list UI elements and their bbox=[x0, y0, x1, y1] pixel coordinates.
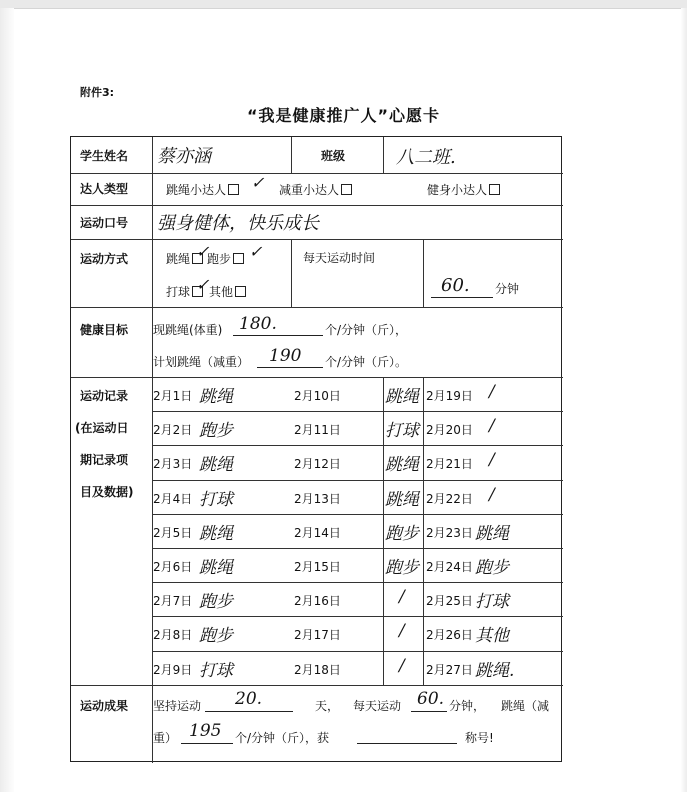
record-row-divider bbox=[152, 514, 563, 515]
checkbox-icon bbox=[341, 184, 352, 195]
result-weight-text: 重） bbox=[153, 731, 178, 745]
record-row-divider bbox=[152, 411, 563, 412]
type-option-weight-text: 减重小达人 bbox=[279, 183, 340, 197]
record-entry: 打球 bbox=[475, 592, 509, 613]
checkbox-icon bbox=[489, 184, 500, 195]
cell-divider bbox=[291, 239, 292, 307]
blank-underline bbox=[181, 743, 233, 744]
record-date: 2月22日 bbox=[426, 491, 473, 506]
blank-underline bbox=[411, 711, 447, 712]
record-entry: 跑步 bbox=[199, 626, 233, 647]
records-label-2: (在运动日 bbox=[75, 421, 129, 435]
blank-underline bbox=[233, 335, 323, 336]
type-option-jump-text: 跳绳小达人 bbox=[166, 183, 227, 197]
record-date: 2月27日 bbox=[426, 662, 473, 677]
record-date: 2月7日 bbox=[153, 594, 193, 609]
records-label-1: 运动记录 bbox=[80, 389, 129, 403]
goal-label: 健康目标 bbox=[80, 323, 129, 337]
goal-current-prefix: 现跳绳(体重) bbox=[153, 323, 223, 337]
goal-current-suffix: 个/分钟（斤）， bbox=[325, 323, 408, 337]
cell-divider bbox=[291, 137, 292, 173]
record-row-divider bbox=[152, 445, 563, 446]
goal-line-current bbox=[153, 321, 222, 338]
record-date: 2月20日 bbox=[426, 423, 473, 438]
record-date: 2月2日 bbox=[153, 423, 193, 438]
record-date: 2月25日 bbox=[426, 594, 473, 609]
type-option-weight bbox=[279, 181, 352, 198]
record-date: 2月11日 bbox=[294, 423, 341, 438]
result-minutes-unit: 分钟， bbox=[449, 699, 486, 713]
check-mark-icon: ✓ bbox=[251, 173, 265, 192]
record-date: 2月17日 bbox=[294, 628, 341, 643]
blank-underline bbox=[357, 743, 457, 744]
record-date: 2月12日 bbox=[294, 457, 341, 472]
record-row-divider bbox=[152, 480, 563, 481]
checkbox-icon bbox=[233, 253, 244, 264]
record-entry: 跳绳 bbox=[199, 523, 233, 544]
slogan-value: 强身健体，快乐成长 bbox=[157, 213, 319, 234]
method-option-run-text: 跑步 bbox=[207, 252, 232, 266]
records-divider bbox=[383, 377, 384, 685]
record-date: 2月26日 bbox=[426, 628, 473, 643]
method-option-run bbox=[207, 250, 244, 267]
row-divider bbox=[71, 307, 563, 308]
blank-underline bbox=[257, 367, 323, 368]
goal-plan-value: 190 bbox=[269, 346, 302, 366]
method-option-jump-text: 跳绳 bbox=[166, 252, 191, 266]
blank-underline bbox=[431, 297, 493, 298]
type-label: 达人类型 bbox=[80, 182, 129, 196]
record-row-divider bbox=[152, 548, 563, 549]
page-title: “我是健康推广人”心愿卡 bbox=[246, 106, 441, 125]
viewer-top-bar bbox=[0, 0, 687, 9]
record-date: 2月19日 bbox=[426, 389, 473, 403]
result-daily-text: 每天运动 bbox=[353, 699, 402, 713]
result-days-value: 20. bbox=[235, 689, 263, 709]
record-date: 2月21日 bbox=[426, 457, 473, 472]
method-option-ball-text: 打球 bbox=[166, 285, 191, 299]
class-value: 八二班. bbox=[396, 147, 456, 168]
record-entry: 跳绳. bbox=[475, 660, 515, 681]
result-rate-unit: 个/分钟（斤），获 bbox=[235, 731, 330, 745]
daily-time-value: 60. bbox=[441, 275, 470, 296]
record-entry: 跳绳 bbox=[385, 387, 419, 407]
record-row-divider bbox=[152, 616, 563, 617]
record-date: 2月6日 bbox=[153, 560, 193, 574]
row-divider bbox=[71, 205, 563, 206]
cell-divider bbox=[383, 137, 384, 173]
type-option-jump bbox=[166, 181, 239, 198]
result-jump-text: 跳绳（减 bbox=[501, 699, 550, 713]
record-entry: / bbox=[399, 621, 405, 642]
goal-plan-suffix: 个/分钟（斤）。 bbox=[325, 355, 408, 369]
record-date: 2月1日 bbox=[153, 389, 193, 403]
row-divider bbox=[71, 173, 563, 174]
type-option-fitness bbox=[427, 181, 500, 198]
record-date: 2月3日 bbox=[153, 457, 193, 472]
record-entry: 跑步 bbox=[199, 421, 233, 442]
result-keep-text: 坚持运动 bbox=[153, 699, 202, 713]
record-entry: 打球 bbox=[199, 489, 233, 510]
result-label: 运动成果 bbox=[80, 699, 129, 713]
checkbox-icon bbox=[235, 286, 246, 297]
record-date: 2月13日 bbox=[294, 491, 341, 506]
record-entry: 打球 bbox=[199, 660, 233, 681]
row-divider bbox=[71, 377, 563, 378]
check-mark-icon: ✓ bbox=[249, 242, 263, 261]
record-date: 2月9日 bbox=[153, 662, 193, 677]
record-entry: 跳绳 bbox=[199, 558, 233, 578]
record-entry: / bbox=[489, 450, 495, 471]
check-mark-icon: ✓ bbox=[196, 242, 210, 261]
attachment-label: 附件3: bbox=[80, 86, 115, 99]
student-name-value: 蔡亦涵 bbox=[157, 146, 211, 167]
record-entry: / bbox=[399, 655, 405, 676]
result-title-text: 称号! bbox=[465, 731, 494, 745]
record-entry: / bbox=[489, 382, 495, 402]
record-entry: 跳绳 bbox=[199, 387, 233, 407]
record-date: 2月16日 bbox=[294, 594, 341, 609]
blank-underline bbox=[205, 711, 293, 712]
record-entry: / bbox=[399, 587, 405, 608]
record-entry: 其他 bbox=[475, 626, 509, 647]
record-entry: 跳绳 bbox=[475, 523, 509, 544]
record-entry: 跳绳 bbox=[199, 455, 233, 476]
record-entry: 跳绳 bbox=[385, 489, 419, 510]
record-date: 2月15日 bbox=[294, 560, 341, 574]
result-days-unit: 天， bbox=[315, 699, 340, 713]
check-mark-icon: ✓ bbox=[196, 275, 210, 294]
records-label-3: 期记录项 bbox=[80, 453, 129, 467]
checkbox-icon bbox=[228, 184, 239, 195]
result-rate-value: 195 bbox=[189, 721, 222, 741]
record-row-divider bbox=[152, 651, 563, 652]
record-date: 2月5日 bbox=[153, 525, 193, 540]
type-option-fitness-text: 健身小达人 bbox=[427, 183, 488, 197]
record-entry: 跳绳 bbox=[385, 455, 419, 476]
record-date: 2月8日 bbox=[153, 628, 193, 643]
cell-divider bbox=[423, 239, 424, 307]
record-date: 2月24日 bbox=[426, 560, 473, 574]
student-name-label: 学生姓名 bbox=[80, 149, 129, 163]
record-row-divider bbox=[152, 582, 563, 583]
method-option-other bbox=[209, 283, 246, 300]
record-date: 2月10日 bbox=[294, 389, 341, 403]
record-date: 2月23日 bbox=[426, 525, 473, 540]
row-divider bbox=[71, 685, 563, 686]
goal-current-value: 180. bbox=[239, 314, 277, 334]
method-option-other-text: 其他 bbox=[209, 285, 234, 299]
record-date: 2月14日 bbox=[294, 525, 341, 540]
row-divider bbox=[71, 239, 563, 240]
record-entry: 跑步 bbox=[385, 523, 419, 544]
record-date: 2月18日 bbox=[294, 662, 341, 677]
result-minutes-value: 60. bbox=[417, 689, 445, 709]
daily-time-label: 每天运动时间 bbox=[303, 251, 376, 265]
record-entry: / bbox=[489, 416, 495, 437]
wish-card-form bbox=[70, 136, 562, 762]
record-entry: / bbox=[489, 484, 495, 505]
slogan-label: 运动口号 bbox=[80, 216, 129, 230]
records-divider bbox=[423, 377, 424, 685]
daily-time-unit: 分钟 bbox=[495, 282, 520, 296]
record-date: 2月4日 bbox=[153, 491, 193, 506]
record-entry: 跑步 bbox=[199, 592, 233, 613]
records-label-4: 目及数据) bbox=[80, 485, 134, 499]
record-entry: 打球 bbox=[385, 421, 419, 442]
record-entry: 跑步 bbox=[385, 558, 419, 578]
goal-plan-prefix: 计划跳绳（减重） bbox=[153, 355, 250, 369]
record-entry: 跑步 bbox=[475, 558, 509, 578]
class-label: 班级 bbox=[321, 149, 346, 163]
method-label: 运动方式 bbox=[80, 252, 129, 266]
